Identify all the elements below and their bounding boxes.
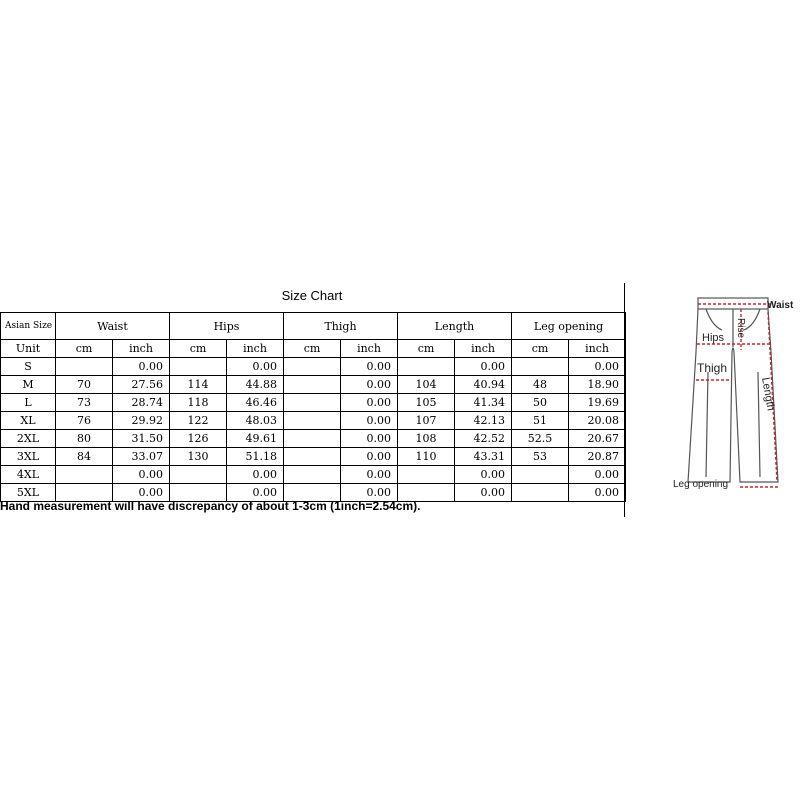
measurement-cell: 18.90 — [569, 376, 626, 394]
leg-opening-label: Leg opening — [673, 479, 729, 490]
measurement-cell: 0.00 — [341, 358, 398, 376]
measurement-cell — [512, 484, 569, 502]
measurement-cell: 42.52 — [455, 430, 512, 448]
size-label-cell: XL — [1, 412, 56, 430]
measurement-cell — [398, 358, 455, 376]
thigh-header: Thigh — [284, 313, 398, 340]
size-row — [1, 466, 626, 484]
size-label-cell: 4XL — [1, 466, 56, 484]
measurement-cell — [512, 358, 569, 376]
measurement-cell: 126 — [170, 430, 227, 448]
hips-label: Hips — [702, 332, 725, 344]
knee-crease-right — [758, 372, 760, 477]
size-label-cell: 2XL — [1, 430, 56, 448]
unit-cell: cm — [170, 340, 227, 358]
size-row — [1, 430, 626, 448]
measurement-cell — [170, 466, 227, 484]
size-row — [1, 412, 626, 430]
length-header: Length — [398, 313, 512, 340]
size-chart-table — [0, 312, 626, 502]
size-label-cell: S — [1, 358, 56, 376]
size-row — [1, 394, 626, 412]
measurement-cell: 0.00 — [341, 412, 398, 430]
measurement-cell: 0.00 — [455, 466, 512, 484]
waist-label: Waist — [767, 300, 794, 311]
measurement-cell: 52.5 — [512, 430, 569, 448]
measurement-cell: 70 — [56, 376, 113, 394]
size-row — [1, 358, 626, 376]
measurement-cell: 19.69 — [569, 394, 626, 412]
size-row — [1, 448, 626, 466]
measurement-cell: 0.00 — [569, 484, 626, 502]
measurement-cell — [284, 466, 341, 484]
measurement-cell: 48.03 — [227, 412, 284, 430]
unit-cell: inch — [341, 340, 398, 358]
measurement-cell: 42.13 — [455, 412, 512, 430]
unit-cell: cm — [284, 340, 341, 358]
crotch-curve — [732, 348, 734, 352]
measurement-cell — [284, 412, 341, 430]
measurement-cell: 0.00 — [341, 430, 398, 448]
measurement-cell: 40.94 — [455, 376, 512, 394]
unit-cell: inch — [455, 340, 512, 358]
measurement-cell: 28.74 — [113, 394, 170, 412]
size-label-cell: 3XL — [1, 448, 56, 466]
size-label-cell: L — [1, 394, 56, 412]
measurement-cell: 0.00 — [113, 466, 170, 484]
unit-cell: inch — [227, 340, 284, 358]
measurement-footnote: Hand measurement will have discrepancy of about 1-3cm (1inch=2.54cm). — [0, 499, 421, 513]
measurement-cell: 0.00 — [341, 376, 398, 394]
measurement-cell — [284, 394, 341, 412]
measurement-cell: 0.00 — [341, 448, 398, 466]
measurement-cell: 51.18 — [227, 448, 284, 466]
measurement-cell: 31.50 — [113, 430, 170, 448]
measurement-cell — [56, 466, 113, 484]
measurement-cell: 20.87 — [569, 448, 626, 466]
length-label: Length — [759, 376, 777, 412]
measurement-cell — [284, 430, 341, 448]
front-pocket-left — [706, 309, 722, 330]
measurement-cell: 0.00 — [341, 484, 398, 502]
knee-crease-left — [706, 372, 708, 477]
hips-header: Hips — [170, 313, 284, 340]
measurement-header-row — [1, 313, 626, 340]
measurement-cell: 108 — [398, 430, 455, 448]
measurement-cell — [56, 358, 113, 376]
measurement-cell: 41.34 — [455, 394, 512, 412]
measurement-cell: 44.88 — [227, 376, 284, 394]
measurement-cell: 20.08 — [569, 412, 626, 430]
measurement-cell: 105 — [398, 394, 455, 412]
measurement-cell — [284, 448, 341, 466]
leg-opening-header: Leg opening — [512, 313, 626, 340]
measurement-cell: 84 — [56, 448, 113, 466]
measurement-cell: 0.00 — [341, 466, 398, 484]
measurement-cell: 29.92 — [113, 412, 170, 430]
unit-label: Unit — [1, 340, 56, 358]
measurement-cell: 107 — [398, 412, 455, 430]
unit-cell: cm — [512, 340, 569, 358]
measurement-cell — [398, 466, 455, 484]
pants-measurement-diagram — [668, 292, 800, 510]
measurement-cell: 0.00 — [113, 358, 170, 376]
measurement-cell — [284, 358, 341, 376]
measurement-cell: 130 — [170, 448, 227, 466]
measurement-cell: 43.31 — [455, 448, 512, 466]
measurement-cell: 0.00 — [569, 358, 626, 376]
measurement-cell: 110 — [398, 448, 455, 466]
measurement-cell: 50 — [512, 394, 569, 412]
measurement-cell — [170, 358, 227, 376]
size-rows — [1, 358, 626, 502]
measurement-cell — [284, 376, 341, 394]
measurement-cell: 0.00 — [455, 484, 512, 502]
measurement-cell: 0.00 — [455, 358, 512, 376]
measurement-cell: 46.46 — [227, 394, 284, 412]
measurement-cell: 0.00 — [341, 394, 398, 412]
measurement-cell: 48 — [512, 376, 569, 394]
measurement-cell: 53 — [512, 448, 569, 466]
waist-header: Waist — [56, 313, 170, 340]
unit-cell: cm — [56, 340, 113, 358]
measurement-cell — [512, 466, 569, 484]
measurement-cell: 0.00 — [227, 484, 284, 502]
measurement-cell: 73 — [56, 394, 113, 412]
size-row — [1, 376, 626, 394]
measurement-cell: 0.00 — [227, 358, 284, 376]
measurement-cell: 0.00 — [569, 466, 626, 484]
rise-label: Rise — [735, 318, 746, 339]
measurement-cell: 49.61 — [227, 430, 284, 448]
measurement-cell: 33.07 — [113, 448, 170, 466]
unit-header-row — [1, 340, 626, 358]
vertical-divider — [624, 283, 625, 517]
measurement-cell: 27.56 — [113, 376, 170, 394]
asian-size-header: Asian Size — [1, 313, 56, 340]
thigh-label: Thigh — [697, 361, 728, 375]
unit-cell: inch — [569, 340, 626, 358]
measurement-cell: 0.00 — [113, 484, 170, 502]
measurement-cell: 122 — [170, 412, 227, 430]
measurement-cell: 51 — [512, 412, 569, 430]
measurement-cell: 118 — [170, 394, 227, 412]
chart-title: Size Chart — [281, 288, 343, 303]
measurement-cell: 104 — [398, 376, 455, 394]
size-label-cell: 5XL — [1, 484, 56, 502]
size-label-cell: M — [1, 376, 56, 394]
measurement-cell: 0.00 — [227, 466, 284, 484]
unit-cell: inch — [113, 340, 170, 358]
measurement-cell: 20.67 — [569, 430, 626, 448]
unit-cell: cm — [398, 340, 455, 358]
measurement-cell: 114 — [170, 376, 227, 394]
measurement-cell: 76 — [56, 412, 113, 430]
measurement-cell: 80 — [56, 430, 113, 448]
